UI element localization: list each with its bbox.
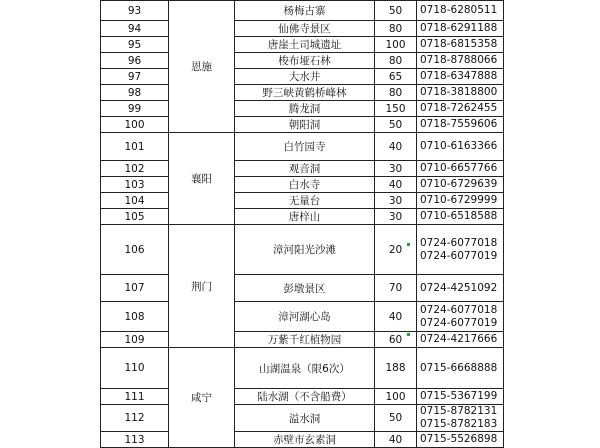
phone-number: 0715-5526898 bbox=[420, 433, 498, 445]
ticket-price: 80 bbox=[375, 85, 417, 101]
phone-number: 0718-6815358 bbox=[420, 38, 498, 50]
spot-name: 杨梅古寨 bbox=[235, 1, 375, 21]
row-number: 112 bbox=[101, 405, 169, 432]
row-number: 109 bbox=[101, 332, 169, 348]
table-row bbox=[101, 275, 504, 302]
ticket-price: 30 bbox=[375, 161, 417, 177]
city-cell: 恩施 bbox=[169, 1, 235, 133]
phone-cell bbox=[417, 225, 504, 275]
spot-name: 漳河阳光沙滩 bbox=[235, 225, 375, 275]
table-body bbox=[101, 1, 504, 448]
spot-name: 观音洞 bbox=[235, 161, 375, 177]
spot-name: 大水井 bbox=[235, 69, 375, 85]
table-row bbox=[101, 405, 504, 432]
table-row bbox=[101, 21, 504, 37]
row-number: 104 bbox=[101, 193, 169, 209]
row-number: 97 bbox=[101, 69, 169, 85]
table-row bbox=[101, 133, 504, 161]
row-number: 111 bbox=[101, 389, 169, 405]
spot-name: 漳河湖心岛 bbox=[235, 302, 375, 332]
phone-cell bbox=[417, 85, 504, 101]
phone-number: 0710-6518588 bbox=[420, 210, 498, 222]
ticket-price: 70 bbox=[375, 275, 417, 302]
row-number: 103 bbox=[101, 177, 169, 193]
row-number: 95 bbox=[101, 37, 169, 53]
ticket-price: 80 bbox=[375, 53, 417, 69]
phone-cell bbox=[417, 332, 504, 348]
phone-number: 0718-7559606 bbox=[420, 118, 498, 130]
ticket-price: 50 bbox=[375, 405, 417, 432]
phone-cell bbox=[417, 53, 504, 69]
phone-number: 0724-6077018 bbox=[420, 303, 498, 316]
phone-cell bbox=[417, 1, 504, 21]
spot-name: 白水寺 bbox=[235, 177, 375, 193]
table-row bbox=[101, 101, 504, 117]
phone-number: 0715-8782183 bbox=[420, 418, 498, 430]
phone-cell bbox=[417, 389, 504, 405]
row-number: 98 bbox=[101, 85, 169, 101]
spot-name: 朝阳洞 bbox=[235, 117, 375, 133]
spot-name: 仙佛寺景区 bbox=[235, 21, 375, 37]
phone-cell bbox=[417, 133, 504, 161]
city-cell: 咸宁 bbox=[169, 348, 235, 448]
phone-cell bbox=[417, 348, 504, 389]
phone-cell bbox=[417, 117, 504, 133]
scenic-spot-table bbox=[100, 0, 504, 448]
phone-cell bbox=[417, 302, 504, 332]
table-row bbox=[101, 85, 504, 101]
phone-cell bbox=[417, 432, 504, 448]
table-row bbox=[101, 432, 504, 448]
phone-cell bbox=[417, 405, 504, 432]
table-row bbox=[101, 161, 504, 177]
ticket-price: 150 bbox=[375, 101, 417, 117]
table-row bbox=[101, 225, 504, 275]
row-number: 99 bbox=[101, 101, 169, 117]
phone-number: 0710-6163366 bbox=[420, 140, 498, 152]
ticket-price: 40 bbox=[375, 133, 417, 161]
table-row bbox=[101, 69, 504, 85]
spot-name: 无量台 bbox=[235, 193, 375, 209]
phone-cell bbox=[417, 101, 504, 117]
row-number: 110 bbox=[101, 348, 169, 389]
spot-name: 彭墩景区 bbox=[235, 275, 375, 302]
phone-number: 0718-6291188 bbox=[420, 22, 498, 34]
row-number: 105 bbox=[101, 209, 169, 225]
ticket-price: 100 bbox=[375, 389, 417, 405]
ticket-price: 30 bbox=[375, 193, 417, 209]
spot-name: 唐崖土司城遗址 bbox=[235, 37, 375, 53]
row-number: 102 bbox=[101, 161, 169, 177]
phone-number: 0724-6077019 bbox=[420, 249, 498, 262]
row-number: 96 bbox=[101, 53, 169, 69]
city-cell: 襄阳 bbox=[169, 133, 235, 225]
spot-name: 唐梓山 bbox=[235, 209, 375, 225]
phone-cell bbox=[417, 69, 504, 85]
phone-number: 0715-5367199 bbox=[420, 390, 498, 402]
phone-number: 0710-6657766 bbox=[420, 162, 498, 174]
ticket-price: 65 bbox=[375, 69, 417, 85]
ticket-price: 188 bbox=[375, 348, 417, 389]
ticket-price: 50 bbox=[375, 117, 417, 133]
cell-corner-mark bbox=[407, 333, 410, 336]
phone-cell bbox=[417, 37, 504, 53]
row-number: 113 bbox=[101, 432, 169, 448]
ticket-price: 60 bbox=[375, 332, 417, 348]
phone-number: 0715-8782131 bbox=[420, 405, 498, 417]
phone-number: 0724-6077018 bbox=[420, 236, 498, 249]
phone-number: 0710-6729639 bbox=[420, 178, 498, 190]
phone-cell bbox=[417, 21, 504, 37]
spot-name: 梭布垭石林 bbox=[235, 53, 375, 69]
spot-name: 溢水洞 bbox=[235, 405, 375, 432]
phone-number: 0718-3818800 bbox=[420, 86, 498, 98]
row-number: 108 bbox=[101, 302, 169, 332]
spot-name: 野三峡黄鹤桥峰林 bbox=[235, 85, 375, 101]
phone-cell bbox=[417, 193, 504, 209]
spot-name: 陆水湖（不含船费） bbox=[235, 389, 375, 405]
spot-name: 赤壁市玄素洞 bbox=[235, 432, 375, 448]
phone-number: 0724-4217666 bbox=[420, 333, 498, 345]
table-row bbox=[101, 37, 504, 53]
phone-cell bbox=[417, 275, 504, 302]
table-row bbox=[101, 53, 504, 69]
phone-number: 0724-4251092 bbox=[420, 281, 498, 294]
table-row bbox=[101, 177, 504, 193]
phone-cell bbox=[417, 161, 504, 177]
table-row bbox=[101, 1, 504, 21]
phone-cell bbox=[417, 209, 504, 225]
ticket-price: 50 bbox=[375, 1, 417, 21]
ticket-price: 30 bbox=[375, 209, 417, 225]
spot-name: 腾龙洞 bbox=[235, 101, 375, 117]
ticket-price: 80 bbox=[375, 21, 417, 37]
row-number: 93 bbox=[101, 1, 169, 21]
row-number: 106 bbox=[101, 225, 169, 275]
phone-number: 0718-8788066 bbox=[420, 54, 498, 66]
spot-name: 山湖温泉（限6次） bbox=[235, 348, 375, 389]
phone-number: 0718-6280511 bbox=[420, 4, 498, 16]
row-number: 100 bbox=[101, 117, 169, 133]
table-row bbox=[101, 193, 504, 209]
row-number: 101 bbox=[101, 133, 169, 161]
table-row bbox=[101, 389, 504, 405]
table-row bbox=[101, 348, 504, 389]
ticket-price: 100 bbox=[375, 37, 417, 53]
ticket-price: 20 bbox=[375, 225, 417, 275]
phone-number: 0715-6668888 bbox=[420, 361, 498, 374]
table-row bbox=[101, 332, 504, 348]
cell-corner-mark bbox=[407, 243, 410, 246]
city-cell: 荆门 bbox=[169, 225, 235, 348]
ticket-price: 40 bbox=[375, 302, 417, 332]
table-row bbox=[101, 209, 504, 225]
spot-name: 万紫千红植物园 bbox=[235, 332, 375, 348]
spot-name: 白竹园寺 bbox=[235, 133, 375, 161]
phone-number: 0718-6347888 bbox=[420, 70, 498, 82]
phone-cell bbox=[417, 177, 504, 193]
ticket-price: 40 bbox=[375, 432, 417, 448]
phone-number: 0718-7262455 bbox=[420, 102, 498, 114]
row-number: 94 bbox=[101, 21, 169, 37]
table-row bbox=[101, 117, 504, 133]
phone-number: 0724-6077019 bbox=[420, 316, 498, 329]
phone-number: 0710-6729999 bbox=[420, 194, 498, 206]
table-row bbox=[101, 302, 504, 332]
ticket-price: 40 bbox=[375, 177, 417, 193]
row-number: 107 bbox=[101, 275, 169, 302]
